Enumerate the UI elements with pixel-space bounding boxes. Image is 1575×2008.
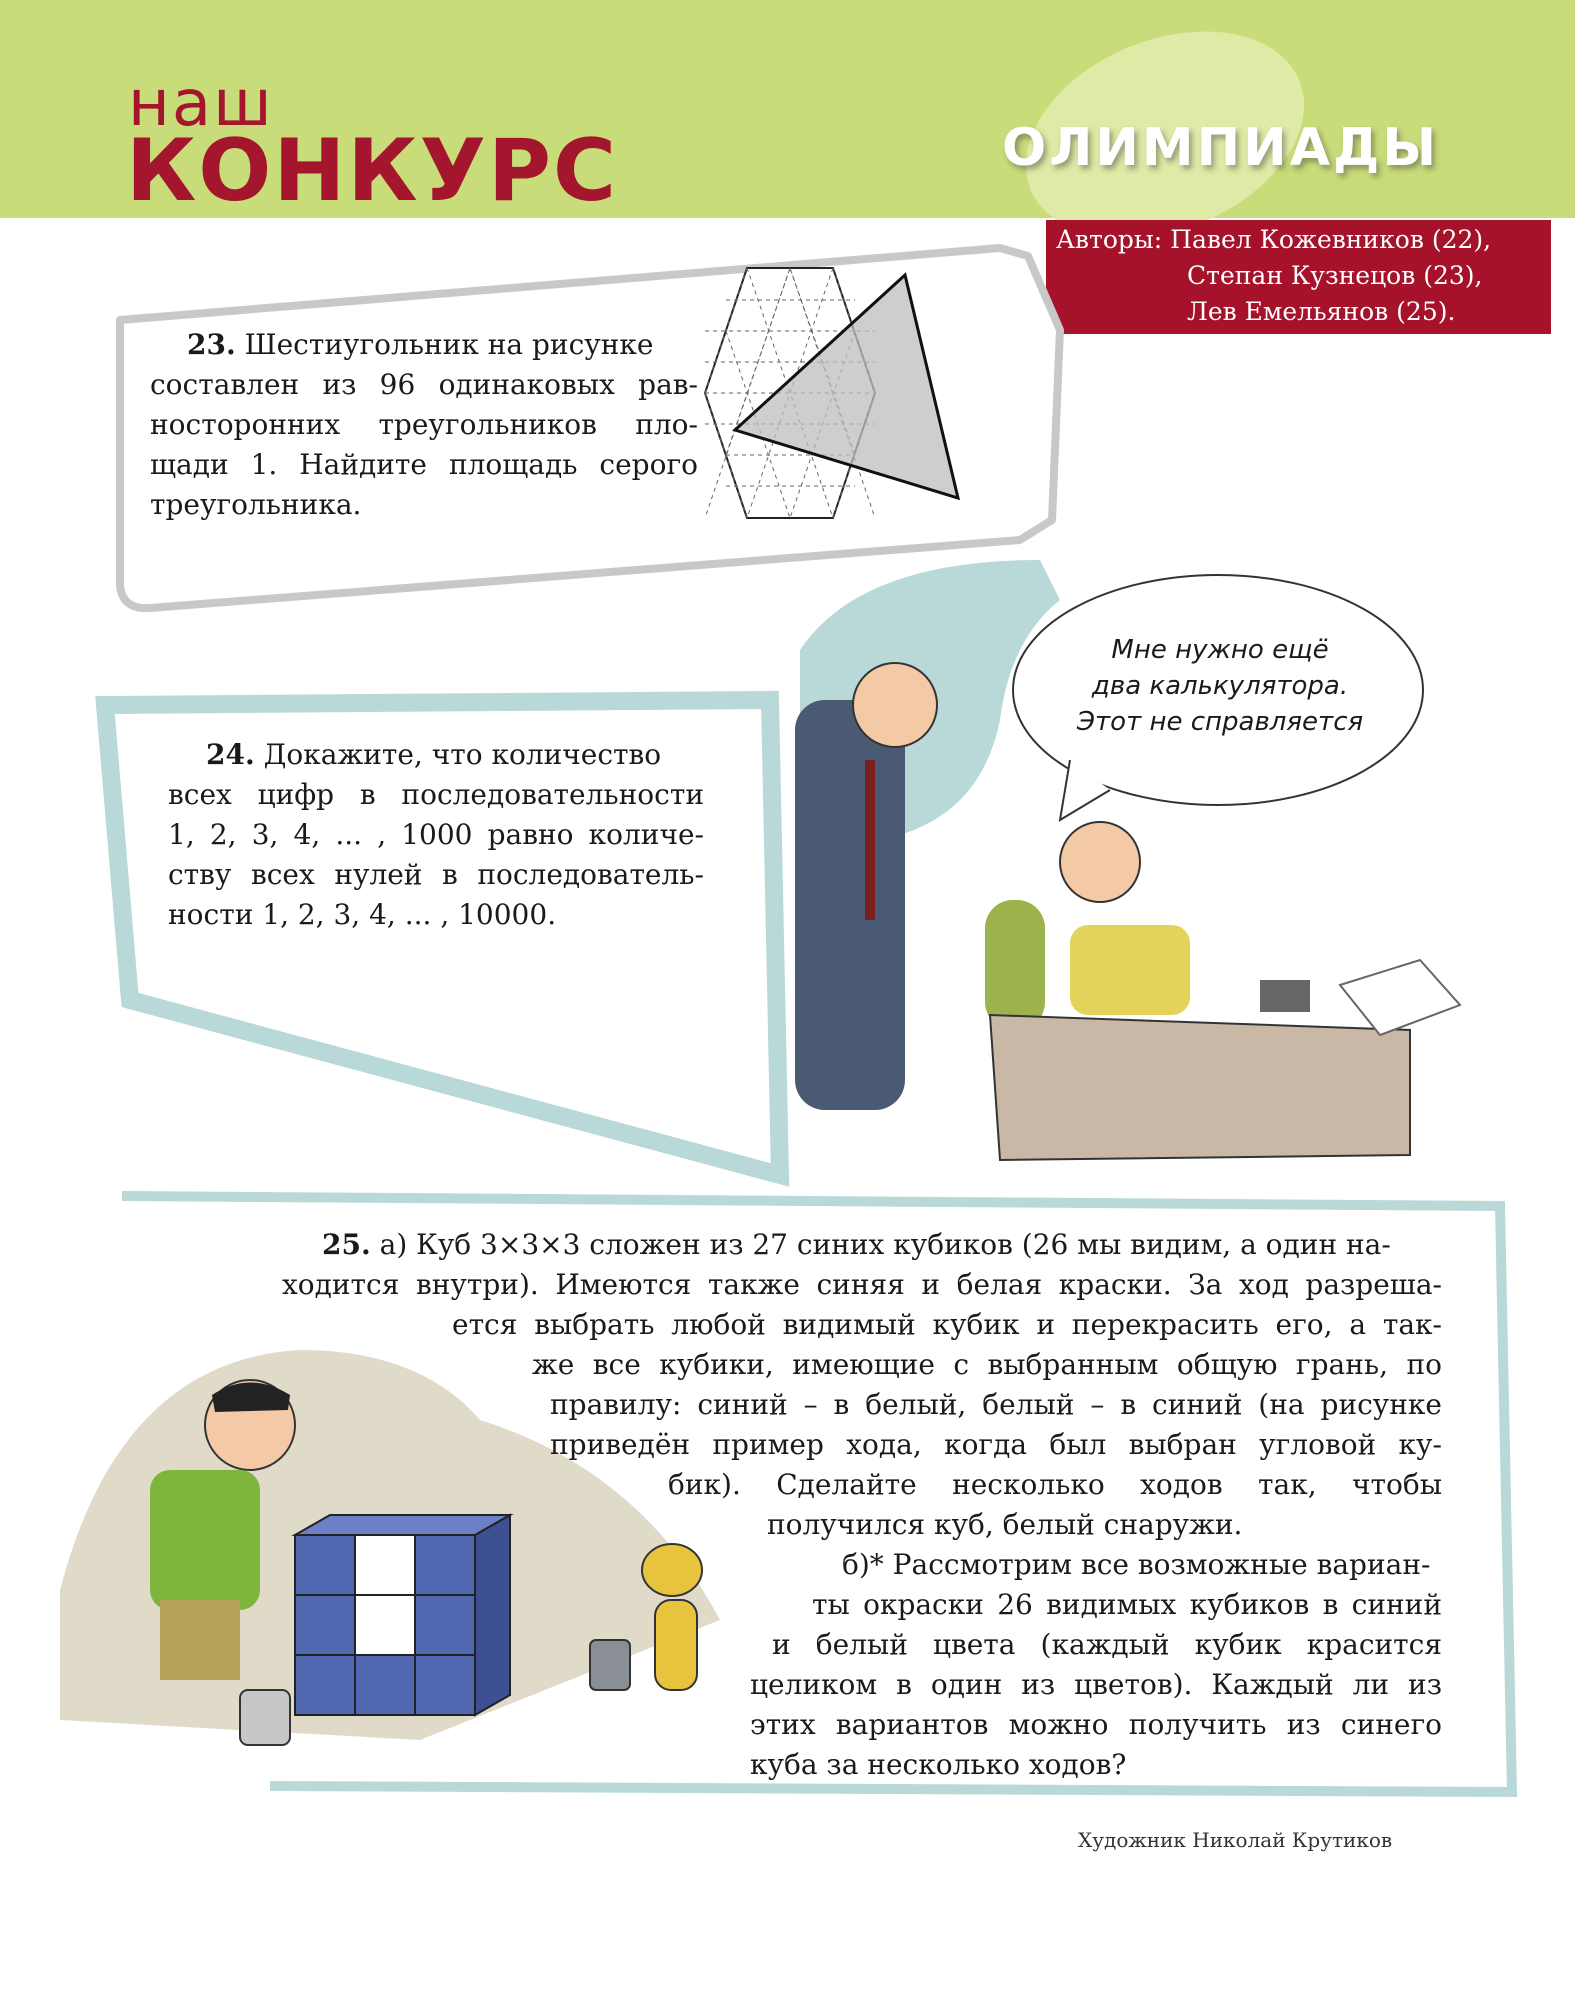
man-body: [795, 700, 905, 1110]
logo-small-text: наш: [128, 67, 274, 141]
calculator: [1260, 980, 1310, 1012]
boy-shirt: [1070, 925, 1190, 1015]
problem23-line-3: носторонних треугольников пло-: [150, 408, 698, 441]
speech-line-1: Мне нужно ещё: [1111, 635, 1329, 665]
boy2-shorts: [160, 1600, 240, 1680]
paper-sheet: [1340, 960, 1460, 1035]
problem25-b-line-3: и белый цвета (каждый кубик красится: [772, 1628, 1442, 1661]
problem24-line-2: всех цифр в последовательности: [168, 778, 704, 811]
illustrator-credit: Художник Николай Крутиков: [1078, 1828, 1393, 1852]
problem25-b-line-1: б)* Рассмотрим все возможные вариан-: [842, 1548, 1431, 1581]
boy2-shirt: [150, 1470, 260, 1610]
problem25-number: 25.: [322, 1228, 371, 1261]
problem23-line-5: треугольника.: [150, 488, 362, 521]
problem23-line-4: щади 1. Найдите площадь серого: [150, 448, 698, 481]
problem25-a-line-8: получился куб, белый снаружи.: [767, 1508, 1243, 1541]
problem24-line-1: Докажите, что количество: [263, 738, 662, 771]
problem25-b-line-5: этих вариантов можно получить из синего: [750, 1708, 1442, 1741]
problem25-a-line-3: ется выбрать любой видимый кубик и перекрасить его, а так-: [452, 1308, 1442, 1341]
problem24-number: 24.: [206, 738, 255, 771]
authors-line-3: Лев Емельянов (25).: [1187, 297, 1456, 326]
man-head: [853, 663, 937, 747]
problem23-text: [150, 325, 698, 525]
problem24-text: [168, 735, 704, 935]
problem25-a-line-1: а) Куб 3×3×3 сложен из 27 синих кубиков (26 мы видим, а один на-: [379, 1228, 1391, 1261]
problem25-a-line-2: ходится внутри). Имеются также синяя и белая краски. За ход разреша-: [282, 1268, 1442, 1301]
problem24-line-3: 1, 2, 3, 4, ... , 1000 равно количе-: [168, 818, 704, 851]
problem23-line-2: составлен из 96 одинаковых рав-: [150, 368, 698, 401]
problem25-text: [282, 1225, 1442, 1785]
man-tie: [865, 760, 875, 920]
problem25-a-line-6: приведён пример хода, когда был выбран угловой ку-: [550, 1428, 1442, 1461]
logo-big-text: КОНКУРС: [126, 121, 619, 221]
speech-line-2: два калькулятора.: [1091, 671, 1349, 701]
speech-line-3: Этот не справляется: [1076, 707, 1364, 737]
problem23-line-1: Шестиугольник на рисунке: [244, 328, 654, 361]
section-title: ОЛИМПИАДЫ: [1002, 118, 1440, 178]
problem25-a-line-5: правилу: синий – в белый, белый – в синий (на рисунке: [550, 1388, 1442, 1421]
problem25-b-line-2: ты окраски 26 видимых кубиков в синий: [812, 1588, 1442, 1621]
problem23-number: 23.: [187, 328, 236, 361]
problem25-b-line-6: куба за несколько ходов?: [750, 1748, 1127, 1781]
office-chair: [985, 900, 1045, 1030]
boy-head: [1060, 822, 1140, 902]
authors-line-2: Степан Кузнецов (23),: [1187, 261, 1483, 290]
office-desk: [990, 1015, 1410, 1160]
problem25-b-line-4: целиком в один из цветов). Каждый ли из: [750, 1668, 1442, 1701]
speech-bubble-text: [1040, 632, 1400, 740]
problem24-line-4: ству всех нулей в последователь-: [168, 858, 704, 891]
authors-line-1: Авторы: Павел Кожевников (22),: [1056, 225, 1492, 254]
problem25-a-line-7: бик). Сделайте несколько ходов так, чтобы: [668, 1468, 1442, 1501]
problem24-line-5: ности 1, 2, 3, 4, ... , 10000.: [168, 898, 557, 931]
problem25-a-line-4: же все кубики, имеющие с выбранным общую грань, по: [532, 1348, 1442, 1381]
